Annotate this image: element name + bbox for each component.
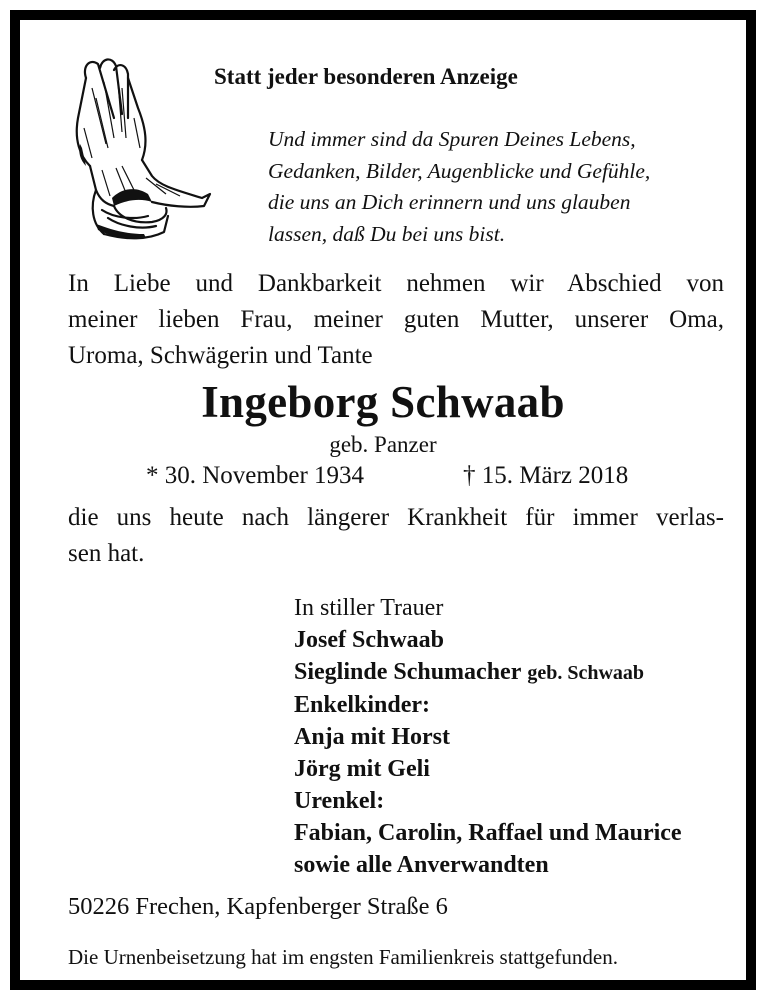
intro-line: Uroma, Schwägerin und Tante [68,342,373,369]
quote-line: Gedanken, Bilder, Augenblicke und Gefühle, [268,158,651,183]
intro-line: In Liebe und Dankbarkeit nehmen wir Abschied von [68,270,724,297]
quote-line: Und immer sind da Spuren Deines Lebens, [268,127,636,151]
passing-message [68,500,724,572]
mourner-husband: Josef Schwaab [294,627,445,653]
mourner-daughter-maiden: geb. Schwaab [527,662,645,684]
mourning-intro: In stiller Trauer [294,595,444,621]
death-date: † 15. März 2018 [463,462,629,489]
great-grandchildren-label: Urenkel: [294,788,385,814]
great-grandchildren-names: Fabian, Carolin, Raffael und Maurice [294,820,682,846]
deceased-name: Ingeborg Schwaab [201,377,565,427]
maiden-name: geb. Panzer [329,432,437,457]
memorial-quote [268,124,650,250]
mourners-list [294,592,682,881]
relatives-line: sowie alle Anverwandten [294,852,549,878]
family-address: 50226 Frechen, Kapfenberger Straße 6 [68,893,448,920]
farewell-intro [68,266,724,374]
obituary-frame [10,10,756,990]
grandchild-entry: Anja mit Horst [294,724,450,750]
mourner-daughter-row [294,656,682,689]
praying-hands-icon [56,48,216,244]
passing-line: die uns heute nach längerer Krankheit für immer verlas- [68,504,724,531]
passing-line: sen hat. [68,540,145,567]
quote-line: die uns an Dich erinnern und uns glauben [268,190,631,214]
grandchild-entry: Jörg mit Geli [294,756,430,782]
birth-date: * 30. November 1934 [146,462,365,489]
grandchildren-label: Enkelkinder: [294,692,431,718]
notice-header: Statt jeder besonderen Anzeige [214,64,518,89]
mourner-daughter: Sieglinde Schumacher [294,659,522,685]
burial-note: Die Urnenbeisetzung hat im engsten Familienkreis stattgefunden. [68,945,618,969]
quote-line: lassen, daß Du bei uns bist. [268,221,506,246]
intro-line: meiner lieben Frau, meiner guten Mutter, unserer Oma, [68,306,724,333]
